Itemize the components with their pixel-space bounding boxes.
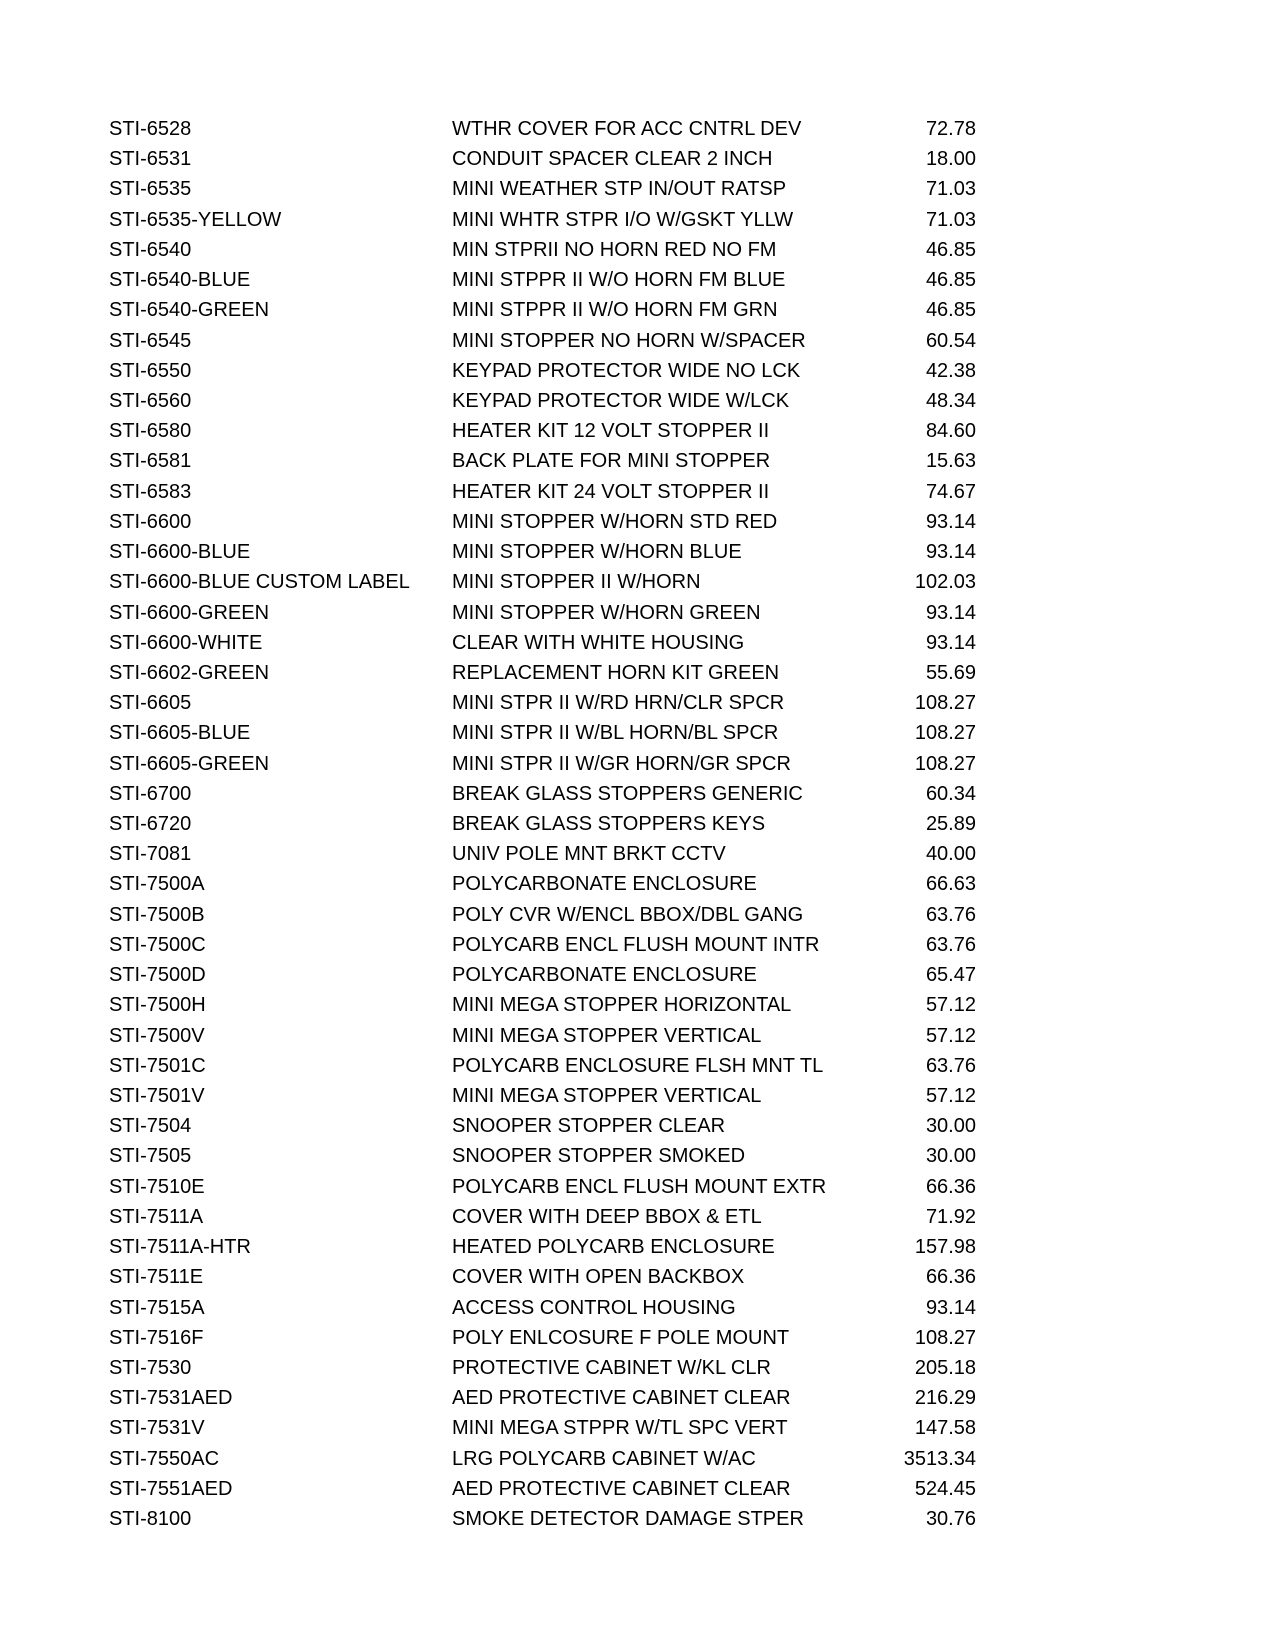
description-cell: SMOKE DETECTOR DAMAGE STPER	[452, 1508, 804, 1531]
list-item	[0, 356, 1275, 386]
sku-cell: STI-7500C	[109, 933, 206, 956]
list-item	[0, 326, 1275, 356]
price-cell: 46.85	[925, 299, 976, 322]
sku-cell: STI-7505	[109, 1145, 192, 1168]
price-cell: 25.89	[925, 813, 976, 836]
sku-cell: STI-6700	[109, 782, 192, 805]
price-cell: 205.18	[914, 1356, 976, 1379]
price-cell: 66.36	[925, 1175, 976, 1198]
list-item	[0, 114, 1275, 144]
sku-cell: STI-7511A-HTR	[109, 1236, 251, 1259]
sku-cell: STI-6550	[109, 359, 192, 382]
sku-cell: STI-6600-BLUE	[109, 541, 251, 564]
price-cell: 3513.34	[903, 1447, 976, 1470]
description-cell: SNOOPER STOPPER CLEAR	[452, 1115, 726, 1138]
sku-cell: STI-6540-GREEN	[109, 299, 270, 322]
description-cell: HEATED POLYCARB ENCLOSURE	[452, 1236, 775, 1259]
description-cell: KEYPAD PROTECTOR WIDE W/LCK	[452, 389, 790, 412]
price-cell: 40.00	[925, 843, 976, 866]
description-cell: MINI WHTR STPR I/O W/GSKT YLLW	[452, 208, 794, 231]
price-list	[0, 114, 1275, 1534]
price-cell: 42.38	[925, 359, 976, 382]
price-cell: 108.27	[914, 692, 976, 715]
description-cell: MINI MEGA STPPR W/TL SPC VERT	[452, 1417, 788, 1440]
list-item	[0, 1202, 1275, 1232]
description-cell: COVER WITH OPEN BACKBOX	[452, 1266, 745, 1289]
price-cell: 30.00	[925, 1115, 976, 1138]
price-cell: 108.27	[914, 1326, 976, 1349]
price-cell: 74.67	[925, 480, 976, 503]
sku-cell: STI-6581	[109, 450, 192, 473]
price-cell: 55.69	[925, 661, 976, 684]
description-cell: WTHR COVER FOR ACC CNTRL DEV	[452, 118, 802, 140]
sku-cell: STI-7511E	[109, 1266, 204, 1289]
price-cell: 108.27	[914, 752, 976, 775]
description-cell: KEYPAD PROTECTOR WIDE NO LCK	[452, 359, 801, 382]
list-item	[0, 628, 1275, 658]
description-cell: POLYCARB ENCLOSURE FLSH MNT TL	[452, 1054, 824, 1077]
list-item	[0, 416, 1275, 446]
sku-cell: STI-7500B	[109, 903, 205, 926]
sku-cell: STI-6605-GREEN	[109, 752, 270, 775]
description-cell: POLYCARBONATE ENCLOSURE	[452, 964, 757, 987]
description-cell: MINI MEGA STOPPER VERTICAL	[452, 1085, 762, 1107]
description-cell: HEATER KIT 24 VOLT STOPPER II	[452, 480, 770, 503]
list-item	[0, 265, 1275, 295]
sku-cell: STI-6600-BLUE CUSTOM LABEL	[109, 571, 410, 594]
list-item	[0, 205, 1275, 235]
description-cell: MINI STPR II W/BL HORN/BL SPCR	[452, 722, 779, 745]
sku-cell: STI-7500D	[109, 964, 206, 987]
description-cell: POLY CVR W/ENCL BBOX/DBL GANG	[452, 903, 804, 926]
list-item	[0, 507, 1275, 537]
list-item	[0, 1444, 1275, 1474]
price-cell: 60.54	[925, 329, 976, 352]
sku-cell: STI-6531	[109, 148, 192, 171]
price-cell: 72.78	[925, 118, 976, 140]
sku-cell: STI-6580	[109, 420, 192, 443]
description-cell: MINI STPR II W/RD HRN/CLR SPCR	[452, 692, 785, 715]
description-cell: HEATER KIT 12 VOLT STOPPER II	[452, 420, 770, 443]
list-item	[0, 446, 1275, 476]
description-cell: POLYCARB ENCL FLUSH MOUNT EXTR	[452, 1175, 827, 1198]
price-cell: 46.85	[925, 238, 976, 261]
sku-cell: STI-7530	[109, 1356, 192, 1379]
list-item	[0, 235, 1275, 265]
description-cell: MINI WEATHER STP IN/OUT RATSP	[452, 178, 787, 201]
list-item	[0, 900, 1275, 930]
list-item	[0, 990, 1275, 1020]
list-item	[0, 477, 1275, 507]
price-cell: 18.00	[925, 148, 976, 171]
sku-cell: STI-7500A	[109, 873, 205, 896]
description-cell: BREAK GLASS STOPPERS GENERIC	[452, 782, 803, 805]
list-item	[0, 718, 1275, 748]
list-item	[0, 1232, 1275, 1262]
description-cell: MINI STPPR II W/O HORN FM BLUE	[452, 269, 786, 292]
price-cell: 71.92	[925, 1205, 976, 1228]
sku-cell: STI-7501C	[109, 1054, 206, 1077]
sku-cell: STI-7504	[109, 1115, 192, 1138]
description-cell: AED PROTECTIVE CABINET CLEAR	[452, 1387, 791, 1410]
sku-cell: STI-6540	[109, 238, 192, 261]
list-item	[0, 809, 1275, 839]
price-cell: 93.14	[925, 541, 976, 564]
description-cell: MINI STOPPER NO HORN W/SPACER	[452, 329, 806, 352]
sku-cell: STI-6540-BLUE	[109, 269, 251, 292]
list-item	[0, 779, 1275, 809]
sku-cell: STI-6600-GREEN	[109, 601, 270, 624]
list-item	[0, 144, 1275, 174]
list-item	[0, 567, 1275, 597]
sku-cell: STI-7515A	[109, 1296, 205, 1319]
description-cell: MINI STOPPER W/HORN BLUE	[452, 541, 742, 564]
sku-cell: STI-7501V	[109, 1085, 205, 1107]
list-item	[0, 598, 1275, 628]
price-cell: 108.27	[914, 722, 976, 745]
sku-cell: STI-7531V	[109, 1417, 205, 1440]
description-cell: MINI STOPPER W/HORN STD RED	[452, 510, 778, 533]
sku-cell: STI-7511A	[109, 1205, 204, 1228]
description-cell: POLYCARB ENCL FLUSH MOUNT INTR	[452, 933, 820, 956]
list-item	[0, 869, 1275, 899]
list-item	[0, 174, 1275, 204]
description-cell: BREAK GLASS STOPPERS KEYS	[452, 813, 766, 836]
price-cell: 524.45	[914, 1477, 976, 1500]
price-cell: 71.03	[925, 208, 976, 231]
price-cell: 93.14	[925, 601, 976, 624]
description-cell: MINI STPR II W/GR HORN/GR SPCR	[452, 752, 791, 775]
list-item	[0, 1413, 1275, 1443]
list-item	[0, 1081, 1275, 1111]
price-cell: 63.76	[925, 1054, 976, 1077]
sku-cell: STI-6600-WHITE	[109, 631, 263, 654]
list-item	[0, 1383, 1275, 1413]
list-item	[0, 1021, 1275, 1051]
list-item	[0, 1504, 1275, 1534]
list-item	[0, 839, 1275, 869]
list-item	[0, 295, 1275, 325]
price-cell: 57.12	[925, 994, 976, 1017]
description-cell: AED PROTECTIVE CABINET CLEAR	[452, 1477, 791, 1500]
sku-cell: STI-7550AC	[109, 1447, 220, 1470]
description-cell: ACCESS CONTROL HOUSING	[452, 1296, 736, 1319]
description-cell: MIN STPRII NO HORN RED NO FM	[452, 238, 777, 261]
sku-cell: STI-6528	[109, 118, 192, 140]
description-cell: POLYCARBONATE ENCLOSURE	[452, 873, 757, 896]
sku-cell: STI-6560	[109, 389, 192, 412]
list-item	[0, 960, 1275, 990]
sku-cell: STI-6535	[109, 178, 192, 201]
description-cell: MINI MEGA STOPPER HORIZONTAL	[452, 994, 792, 1017]
price-cell: 216.29	[914, 1387, 976, 1410]
price-cell: 30.00	[925, 1145, 976, 1168]
list-item	[0, 688, 1275, 718]
price-cell: 147.58	[914, 1417, 976, 1440]
sku-cell: STI-6605	[109, 692, 192, 715]
price-cell: 57.12	[925, 1085, 976, 1107]
price-cell: 93.14	[925, 1296, 976, 1319]
list-item	[0, 1141, 1275, 1171]
sku-cell: STI-6602-GREEN	[109, 661, 270, 684]
sku-cell: STI-6583	[109, 480, 192, 503]
price-cell: 84.60	[925, 420, 976, 443]
price-cell: 63.76	[925, 933, 976, 956]
price-cell: 57.12	[925, 1024, 976, 1047]
list-item	[0, 1353, 1275, 1383]
description-cell: LRG POLYCARB CABINET W/AC	[452, 1447, 756, 1470]
description-cell: REPLACEMENT HORN KIT GREEN	[452, 661, 780, 684]
list-item	[0, 1111, 1275, 1141]
sku-cell: STI-6600	[109, 510, 192, 533]
sku-cell: STI-6535-YELLOW	[109, 208, 282, 231]
price-cell: 30.76	[925, 1508, 976, 1531]
price-cell: 71.03	[925, 178, 976, 201]
sku-cell: STI-7551AED	[109, 1477, 233, 1500]
price-cell: 157.98	[914, 1236, 976, 1259]
price-cell: 66.36	[925, 1266, 976, 1289]
description-cell: POLY ENLCOSURE F POLE MOUNT	[452, 1326, 790, 1349]
description-cell: MINI STOPPER W/HORN GREEN	[452, 601, 761, 624]
description-cell: CONDUIT SPACER CLEAR 2 INCH	[452, 148, 773, 171]
price-cell: 15.63	[925, 450, 976, 473]
description-cell: BACK PLATE FOR MINI STOPPER	[452, 450, 771, 473]
sku-cell: STI-7500V	[109, 1024, 205, 1047]
description-cell: UNIV POLE MNT BRKT CCTV	[452, 843, 726, 866]
price-cell: 66.63	[925, 873, 976, 896]
description-cell: MINI STPPR II W/O HORN FM GRN	[452, 299, 778, 322]
sku-cell: STI-6605-BLUE	[109, 722, 251, 745]
list-item	[0, 658, 1275, 688]
list-item	[0, 1293, 1275, 1323]
price-cell: 46.85	[925, 269, 976, 292]
price-cell: 93.14	[925, 510, 976, 533]
list-item	[0, 1172, 1275, 1202]
description-cell: CLEAR WITH WHITE HOUSING	[452, 631, 745, 654]
list-item	[0, 1474, 1275, 1504]
price-cell: 63.76	[925, 903, 976, 926]
list-item	[0, 386, 1275, 416]
sku-cell: STI-7531AED	[109, 1387, 233, 1410]
list-item	[0, 1323, 1275, 1353]
price-cell: 65.47	[925, 964, 976, 987]
sku-cell: STI-7516F	[109, 1326, 204, 1349]
sku-cell: STI-7500H	[109, 994, 206, 1017]
list-item	[0, 930, 1275, 960]
sku-cell: STI-8100	[109, 1508, 192, 1531]
price-cell: 48.34	[925, 389, 976, 412]
list-item	[0, 749, 1275, 779]
price-cell: 60.34	[925, 782, 976, 805]
description-cell: PROTECTIVE CABINET W/KL CLR	[452, 1356, 771, 1379]
price-cell: 93.14	[925, 631, 976, 654]
list-item	[0, 1262, 1275, 1292]
description-cell: COVER WITH DEEP BBOX & ETL	[452, 1205, 762, 1228]
sku-cell: STI-6545	[109, 329, 192, 352]
list-item	[0, 537, 1275, 567]
list-item	[0, 1051, 1275, 1081]
price-cell: 102.03	[914, 571, 976, 594]
sku-cell: STI-7081	[109, 843, 192, 866]
description-cell: MINI STOPPER II W/HORN	[452, 571, 701, 594]
sku-cell: STI-6720	[109, 813, 192, 836]
sku-cell: STI-7510E	[109, 1175, 205, 1198]
description-cell: MINI MEGA STOPPER VERTICAL	[452, 1024, 762, 1047]
description-cell: SNOOPER STOPPER SMOKED	[452, 1145, 746, 1168]
